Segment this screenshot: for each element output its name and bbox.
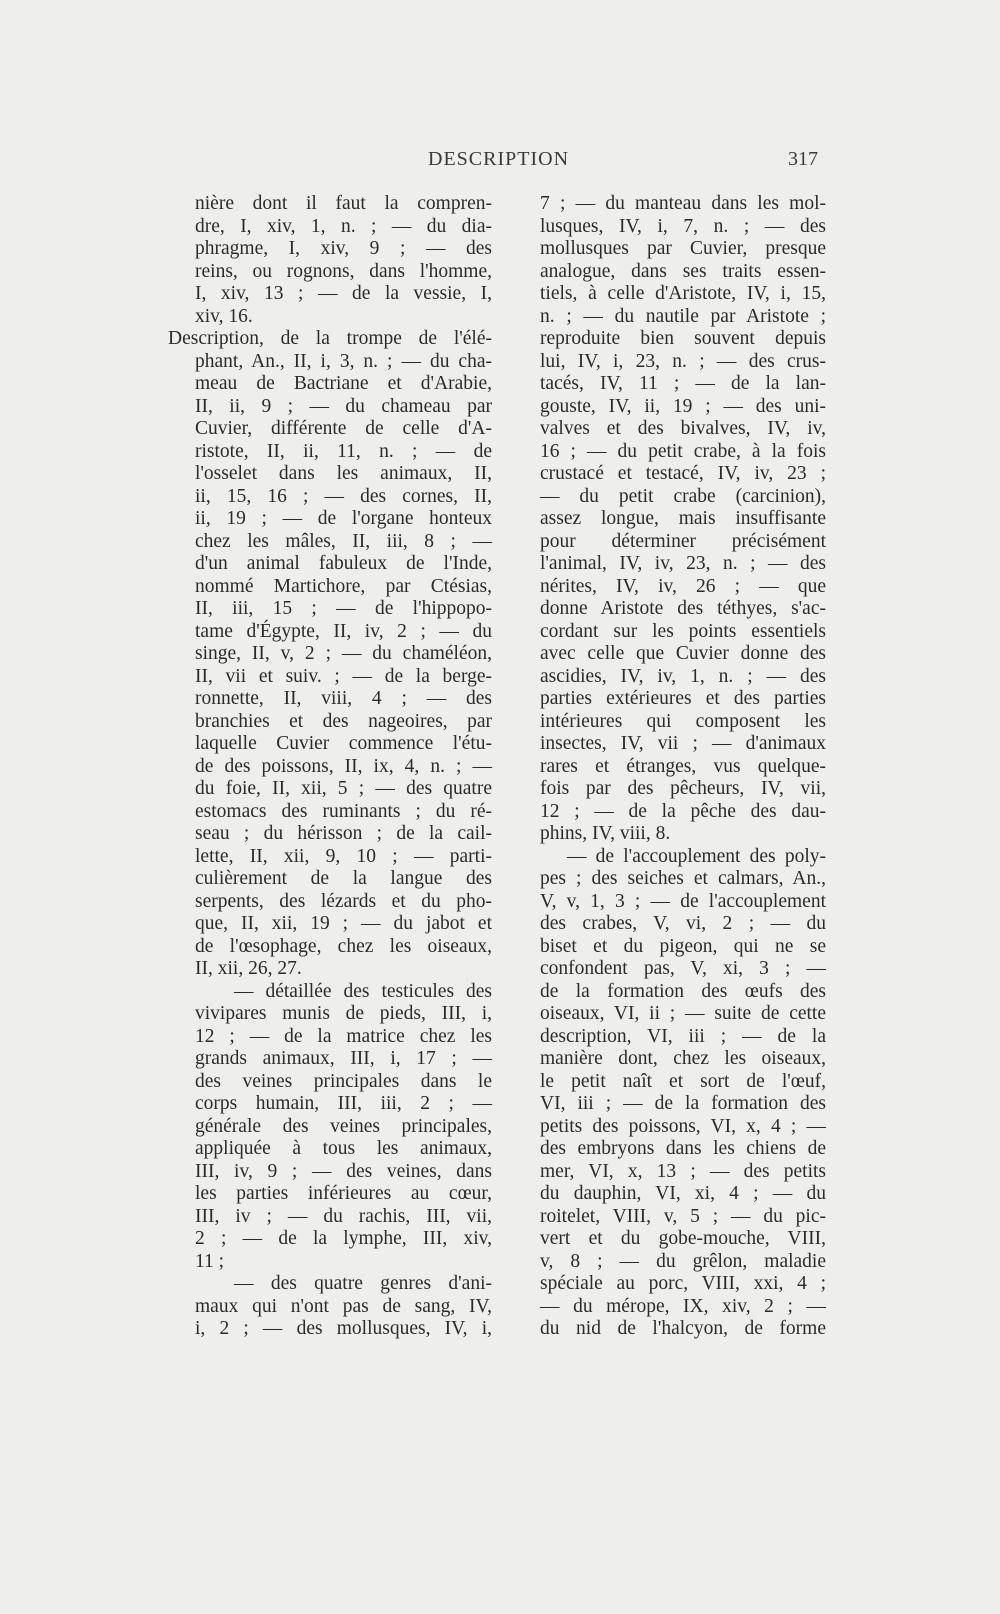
text-line: oiseaux, VI, ii ; — suite de cette (540, 1003, 826, 1024)
text-line: lette, II, xii, 9, 10 ; — parti- (195, 845, 492, 867)
text-line: nommé Martichore, par Ctésias, (195, 575, 492, 597)
text-line: pour déterminer précisément (540, 530, 826, 552)
text-line: II, ii, 9 ; — du chameau par (195, 395, 492, 417)
text-line: l'osselet dans les animaux, II, (195, 463, 492, 484)
text-line: spéciale au porc, VIII, xxi, 4 ; (540, 1273, 826, 1294)
text-line: que, II, xii, 19 ; — du jabot et (195, 913, 492, 934)
text-line: xiv, 16. (195, 305, 253, 327)
text-line: lui, IV, i, 23, n. ; — des crus- (540, 350, 826, 372)
text-line: III, iv ; — du rachis, III, vii, (195, 1205, 492, 1227)
text-line: rares et étranges, vus quelque- (540, 755, 826, 777)
text-line: i, 2 ; — des mollusques, IV, i, (195, 1318, 492, 1339)
text-line: des crabes, V, vi, 2 ; — du (540, 913, 826, 934)
text-line: — des quatre genres d'ani- (234, 1273, 492, 1294)
text-line: nière dont il faut la compren- (195, 193, 492, 214)
text-line: II, vii et suiv. ; — de la berge- (195, 665, 492, 687)
text-line: maux qui n'ont pas de sang, IV, (195, 1295, 492, 1317)
text-line: manière dont, chez les oiseaux, (540, 1048, 826, 1069)
text-line: 2 ; — de la lymphe, III, xiv, (195, 1228, 492, 1249)
text-line: culièrement de la langue des (195, 868, 492, 889)
text-line: tacés, IV, 11 ; — de la lan- (540, 373, 826, 394)
text-line: phragme, I, xiv, 9 ; — des (195, 238, 492, 259)
text-line: — du mérope, IX, xiv, 2 ; — (540, 1295, 826, 1317)
text-line: de la formation des œufs des (540, 980, 826, 1002)
text-line: 12 ; — de la pêche des dau- (540, 800, 826, 822)
text-line: biset et du pigeon, qui ne se (540, 935, 826, 957)
text-line: mollusques par Cuvier, presque (540, 238, 826, 259)
text-line: ii, 15, 16 ; — des cornes, II, (195, 485, 492, 507)
text-line: reproduite bien souvent depuis (540, 328, 826, 349)
right-column (540, 193, 826, 1341)
text-line: le petit naît et sort de l'œuf, (540, 1070, 826, 1092)
text-line: grands animaux, III, i, 17 ; — (195, 1048, 492, 1069)
text-line: petits des poissons, VI, x, 4 ; — (540, 1115, 826, 1137)
text-line: Description, de la trompe de l'élé- (168, 328, 492, 349)
text-line: du dauphin, VI, xi, 4 ; — du (540, 1183, 826, 1204)
text-line: II, xii, 26, 27. (195, 958, 302, 979)
text-line: reins, ou rognons, dans l'homme, (195, 260, 492, 282)
text-line: corps humain, III, iii, 2 ; — (195, 1093, 492, 1114)
text-line: tiels, à celle d'Aristote, IV, i, 15, (540, 283, 826, 304)
text-line: vert et du gobe-mouche, VIII, (540, 1228, 826, 1249)
text-line: v, 8 ; — du grêlon, maladie (540, 1250, 826, 1272)
text-line: Cuvier, différente de celle d'A- (195, 418, 492, 439)
text-line: valves et des bivalves, IV, iv, (540, 418, 826, 439)
text-line: tame d'Égypte, II, iv, 2 ; — du (195, 620, 492, 642)
text-line: — du petit crabe (carcinion), (540, 485, 826, 507)
text-line: n. ; — du nautile par Aristote ; (540, 305, 826, 327)
text-line: du nid de l'halcyon, de forme (540, 1318, 826, 1339)
text-line: appliquée à tous les animaux, (195, 1138, 492, 1159)
text-line: lusques, IV, i, 7, n. ; — des (540, 215, 826, 237)
text-line: les parties inférieures au cœur, (195, 1183, 492, 1204)
text-line: 16 ; — du petit crabe, à la fois (540, 440, 826, 462)
text-line: phins, IV, viii, 8. (540, 823, 671, 844)
text-line: phant, An., II, i, 3, n. ; — du cha- (195, 350, 492, 372)
text-line: estomacs des ruminants ; du ré- (195, 800, 492, 822)
text-line: 7 ; — du manteau dans les mol- (540, 193, 826, 214)
text-line: seau ; du hérisson ; de la cail- (195, 823, 492, 844)
text-line: chez les mâles, II, iii, 8 ; — (195, 530, 492, 552)
text-line: assez longue, mais insuffisante (540, 508, 826, 529)
text-line: branchies et des nageoires, par (195, 710, 492, 732)
text-line: 12 ; — de la matrice chez les (195, 1025, 492, 1047)
text-line: des veines principales dans le (195, 1070, 492, 1092)
text-line: pes ; des seiches et calmars, An., (540, 868, 826, 889)
text-line: gouste, IV, ii, 19 ; — des uni- (540, 395, 826, 417)
text-line: l'animal, IV, iv, 23, n. ; — des (540, 553, 826, 574)
text-line: — de l'accouplement des poly- (567, 845, 826, 867)
text-line: serpents, des lézards et du pho- (195, 890, 492, 912)
running-head: DESCRIPTION (428, 148, 570, 170)
page-number: 317 (788, 148, 818, 170)
text-line: 11 ; (195, 1250, 225, 1272)
text-line: III, iv, 9 ; — des veines, dans (195, 1160, 492, 1182)
text-line: donne Aristote des téthyes, s'ac- (540, 598, 826, 619)
text-line: d'un animal fabuleux de l'Inde, (195, 553, 492, 574)
text-line: avec celle que Cuvier donne des (540, 643, 826, 664)
text-line: analogue, dans ses traits essen- (540, 260, 826, 282)
text-line: V, v, 1, 3 ; — de l'accouplement (540, 890, 826, 912)
text-line: — détaillée des testicules des (234, 980, 492, 1002)
page-header (0, 148, 1000, 178)
text-line: insectes, IV, vii ; — d'animaux (540, 733, 826, 754)
text-line: intérieures qui composent les (540, 710, 826, 732)
text-line: vivipares munis de pieds, III, i, (195, 1003, 492, 1024)
text-line: mer, VI, x, 13 ; — des petits (540, 1160, 826, 1182)
text-line: cordant sur les points essentiels (540, 620, 826, 642)
text-line: ii, 19 ; — de l'organe honteux (195, 508, 492, 529)
text-line: des embryons dans les chiens de (540, 1138, 826, 1159)
text-line: description, VI, iii ; — de la (540, 1025, 826, 1047)
text-line: fois par des pêcheurs, IV, vii, (540, 778, 826, 799)
text-line: ristote, II, ii, 11, n. ; — de (195, 440, 492, 462)
text-line: de des poissons, II, ix, 4, n. ; — (195, 755, 492, 777)
text-line: parties extérieures et des parties (540, 688, 826, 709)
text-line: du foie, II, xii, 5 ; — des quatre (195, 778, 492, 799)
text-line: de l'œsophage, chez les oiseaux, (195, 935, 492, 957)
text-line: dre, I, xiv, 1, n. ; — du dia- (195, 215, 492, 237)
text-line: laquelle Cuvier commence l'étu- (195, 733, 492, 754)
text-line: VI, iii ; — de la formation des (540, 1093, 826, 1114)
text-line: nérites, IV, iv, 26 ; — que (540, 575, 826, 597)
text-line: singe, II, v, 2 ; — du chaméléon, (195, 643, 492, 664)
text-line: générale des veines principales, (195, 1115, 492, 1137)
text-line: II, iii, 15 ; — de l'hippopo- (195, 598, 492, 619)
text-line: crustacé et testacé, IV, iv, 23 ; (540, 463, 826, 484)
text-line: ascidies, IV, iv, 1, n. ; — des (540, 665, 826, 687)
text-line: roitelet, VIII, v, 5 ; — du pic- (540, 1205, 826, 1227)
text-line: meau de Bactriane et d'Arabie, (195, 373, 492, 394)
text-line: ronnette, II, viii, 4 ; — des (195, 688, 492, 709)
left-column (168, 193, 492, 1341)
text-line: I, xiv, 13 ; — de la vessie, I, (195, 283, 492, 304)
text-line: confondent pas, V, xi, 3 ; — (540, 958, 826, 979)
